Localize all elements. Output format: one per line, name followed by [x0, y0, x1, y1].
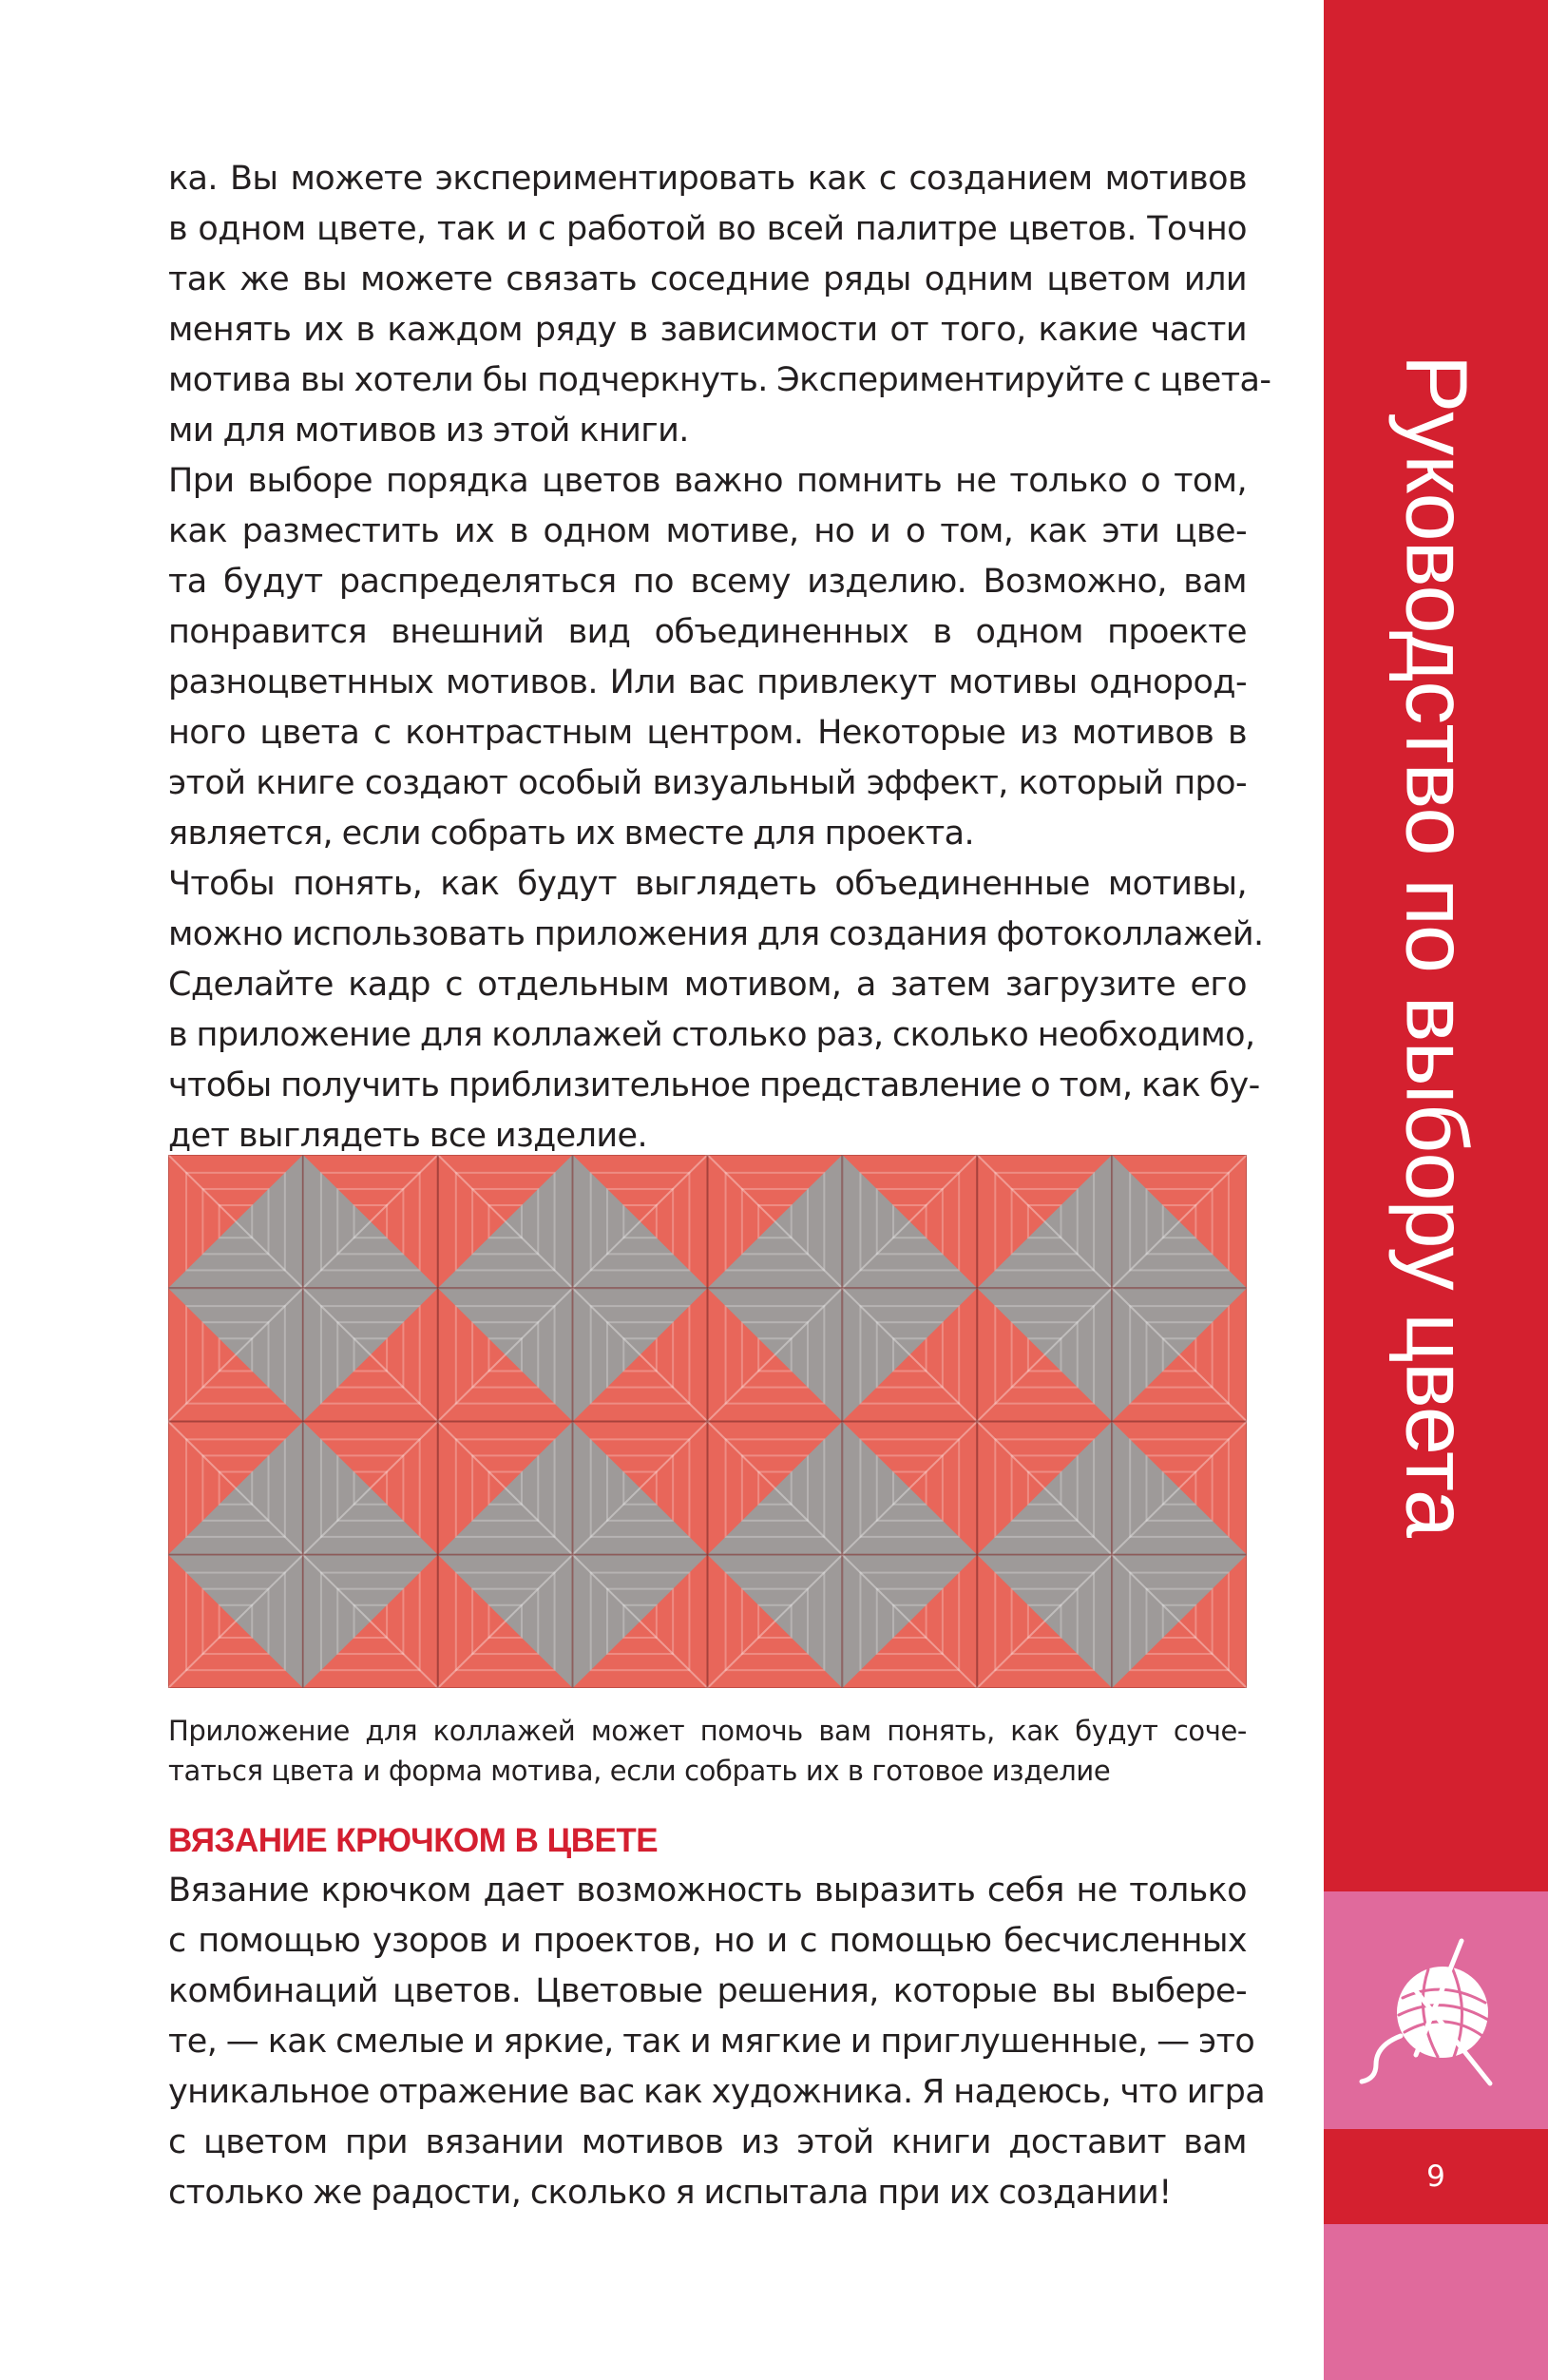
- text-line: комбинаций цветов. Цветовые решения, которые вы выбере-: [168, 1972, 1247, 2010]
- text-line: ка. Вы можете экспериментировать как с созданием мотивов: [168, 160, 1247, 198]
- text-line: понравится внешний вид объединенных в одном проекте: [168, 613, 1247, 651]
- text-line: дет выглядеть все изделие.: [168, 1117, 647, 1155]
- sidebar-title: Руководство по выбору цвета: [1387, 354, 1485, 1538]
- page-number: 9: [1426, 2159, 1445, 2194]
- text-line: мотива вы хотели бы подчеркнуть. Экспериментируйте с цвета-: [168, 361, 1271, 399]
- caption-line: таться цвета и форма мотива, если собрать их в готовое изделие: [168, 1755, 1111, 1787]
- text-line: Вязание крючком дает возможность выразить себя не только: [168, 1871, 1247, 1910]
- text-line: Сделайте кадр с отдельным мотивом, а затем загрузите его: [168, 966, 1247, 1004]
- figure-caption: [168, 1711, 1247, 1791]
- paragraph-2: [168, 456, 1247, 859]
- text-line: так же вы можете связать соседние ряды одним цветом или: [168, 260, 1247, 298]
- text-line: является, если собрать их вместе для проекта.: [168, 815, 974, 853]
- text-line: этой книге создают особый визуальный эффект, который про-: [168, 764, 1247, 802]
- text-line: как разместить их в одном мотиве, но и о том, как эти цве-: [168, 512, 1247, 550]
- text-line: чтобы получить приблизительное представление о том, как бу-: [168, 1066, 1260, 1104]
- page-number-box: [1324, 2129, 1548, 2224]
- yarn-ball-icon: [1347, 1922, 1524, 2099]
- text-line: менять их в каждом ряду в зависимости от того, какие части: [168, 311, 1247, 349]
- text-line: ми для мотивов из этой книги.: [168, 412, 689, 450]
- text-line: можно использовать приложения для создания фотоколлажей.: [168, 915, 1264, 953]
- paragraph-1: [168, 154, 1271, 456]
- text-line: с цветом при вязании мотивов из этой книги доставит вам: [168, 2123, 1247, 2161]
- text-line: в приложение для коллажей столько раз, сколько необходимо,: [168, 1016, 1255, 1054]
- text-line: в одном цвете, так и с работой во всей палитре цветов. Точно: [168, 210, 1247, 248]
- text-line: разноцветнных мотивов. Или вас привлекут мотивы однород-: [168, 663, 1247, 701]
- text-line: столько же радости, сколько я испытала при их создании!: [168, 2174, 1172, 2212]
- body-text-bottom: [168, 1866, 1266, 2218]
- text-line: те, — как смелые и яркие, так и мягкие и приглушенные, — это: [168, 2023, 1255, 2061]
- caption-line: Приложение для коллажей может помочь вам понять, как будут соче-: [168, 1715, 1247, 1747]
- sidebar-footer-band: [1324, 2224, 1548, 2380]
- paragraph-3: [168, 859, 1264, 1161]
- crochet-collage-photo: [168, 1155, 1247, 1688]
- text-line: ного цвета с контрастным центром. Некоторые из мотивов в: [168, 714, 1247, 752]
- text-line: та будут распределяться по всему изделию. Возможно, вам: [168, 563, 1247, 601]
- body-text-top: [168, 154, 1271, 1161]
- text-line: уникальное отражение вас как художника. Я надеюсь, что игра: [168, 2073, 1266, 2111]
- text-line: При выборе порядка цветов важно помнить не только о том,: [168, 462, 1247, 500]
- section-heading: ВЯЗАНИЕ КРЮЧКОМ В ЦВЕТЕ: [168, 1822, 659, 1859]
- paragraph-4: [168, 1866, 1266, 2218]
- motif-collage-graphic: [168, 1155, 1247, 1688]
- text-line: Чтобы понять, как будут выглядеть объединенные мотивы,: [168, 865, 1247, 903]
- text-line: с помощью узоров и проектов, но и с помощью бесчисленных: [168, 1922, 1247, 1960]
